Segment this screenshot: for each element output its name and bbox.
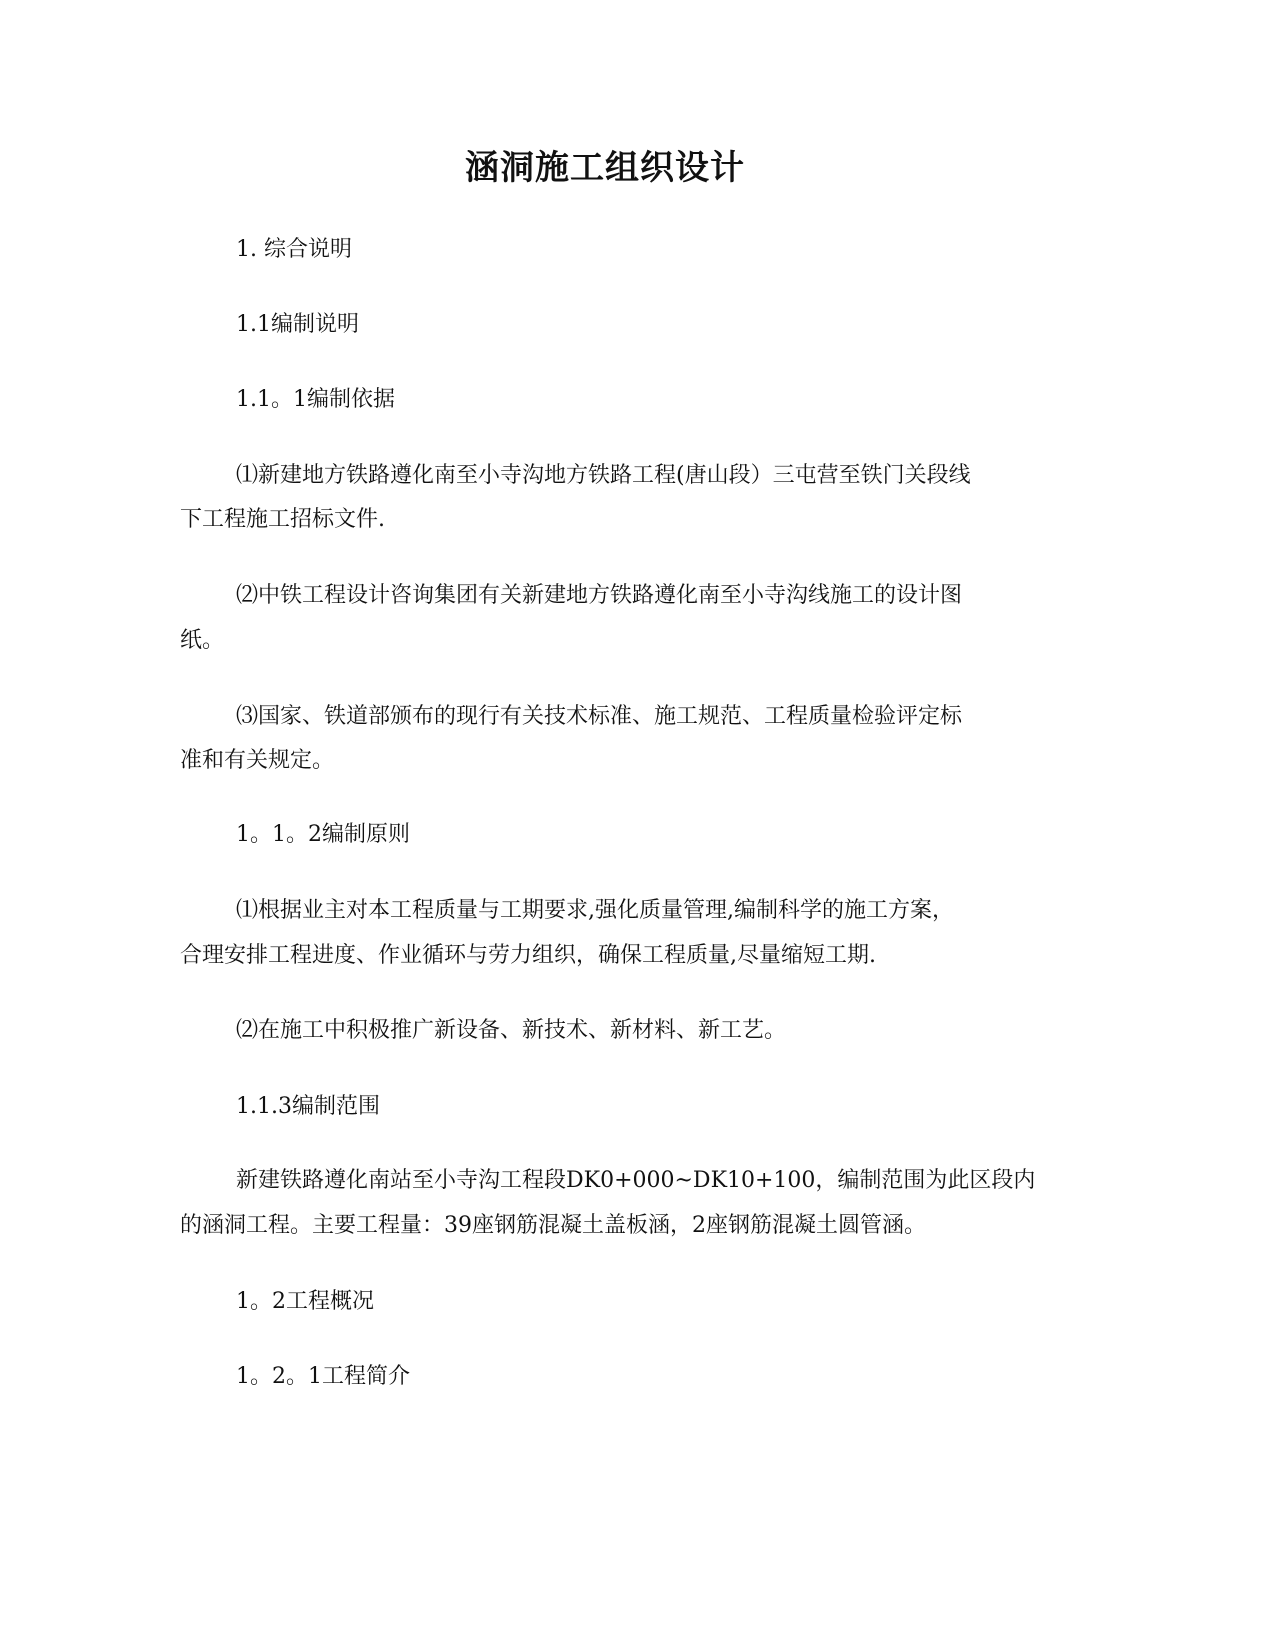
heading-1-1-3: 1.1.3编制范围	[236, 1094, 380, 1119]
paragraph-line: ⑵中铁工程设计咨询集团有关新建地方铁路遵化南至小寺沟线施工的设计图	[236, 583, 963, 608]
heading-1-2-1: 1。2。1工程简介	[236, 1364, 410, 1389]
heading-1-2: 1。2工程概况	[236, 1289, 374, 1314]
paragraph-line: ⑵在施工中积极推广新设备、新技术、新材料、新工艺。	[236, 1018, 787, 1043]
heading-1-1-2: 1。1。2编制原则	[236, 822, 410, 847]
heading-1: 1. 综合说明	[236, 237, 352, 262]
heading-1-1: 1.1编制说明	[236, 312, 359, 337]
paragraph-line: 新建铁路遵化南站至小寺沟工程段DK0+000~DK10+100，编制范围为此区段内	[236, 1168, 1036, 1193]
paragraph-line: ⑶国家、铁道部颁布的现行有关技术标准、施工规范、工程质量检验评定标	[236, 704, 963, 729]
paragraph-line: 合理安排工程进度、作业循环与劳力组织，确保工程质量,尽量缩短工期.	[180, 943, 876, 968]
paragraph-line: ⑴根据业主对本工程质量与工期要求,强化质量管理,编制科学的施工方案，	[236, 898, 954, 923]
paragraph-line: 纸。	[180, 628, 225, 653]
heading-1-1-1: 1.1。1编制依据	[236, 387, 395, 412]
paragraph-line: ⑴新建地方铁路遵化南至小寺沟地方铁路工程(唐山段）三屯营至铁门关段线	[236, 463, 971, 488]
paragraph-line: 准和有关规定。	[180, 748, 335, 773]
document-title: 涵洞施工组织设计	[465, 148, 745, 188]
paragraph-line: 下工程施工招标文件.	[180, 507, 385, 532]
paragraph-line: 的涵洞工程。主要工程量：39座钢筋混凝土盖板涵，2座钢筋混凝土圆管涵。	[180, 1213, 926, 1238]
